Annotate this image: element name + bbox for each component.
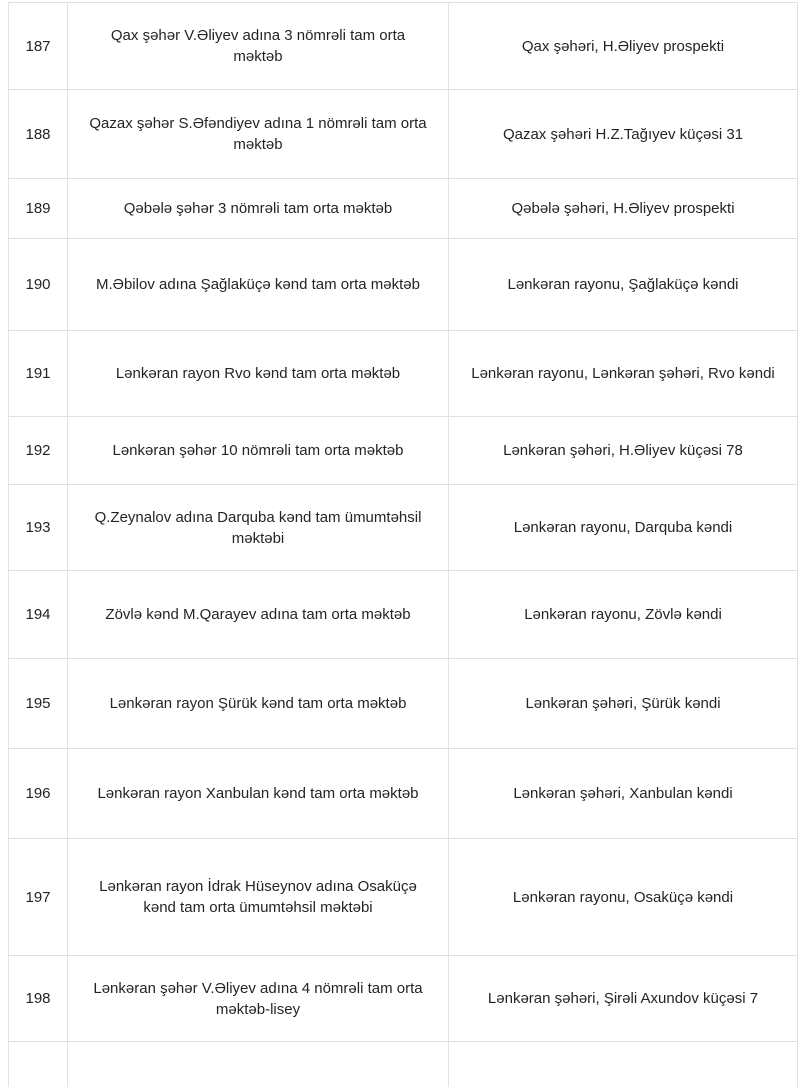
address-cell — [449, 1042, 798, 1087]
school-name-cell: Lənkəran şəhər 10 nömrəli tam orta məktəb — [68, 417, 449, 485]
school-name-cell: Q.Zeynalov adına Darquba kənd tam ümumtəhsil məktəbi — [68, 485, 449, 571]
school-name-cell: Zövlə kənd M.Qarayev adına tam orta məktəb — [68, 571, 449, 659]
school-name-cell: Lənkəran rayon İdrak Hüseynov adına Osaküçə kənd tam orta ümumtəhsil məktəbi — [68, 839, 449, 956]
address-cell: Lənkəran rayonu, Şağlaküçə kəndi — [449, 239, 798, 331]
row-number-cell: 198 — [9, 956, 68, 1042]
table-row — [9, 485, 798, 571]
row-number-cell: 192 — [9, 417, 68, 485]
row-number-cell: 194 — [9, 571, 68, 659]
address-cell: Qax şəhəri, H.Əliyev prospekti — [449, 3, 798, 90]
schools-table-container — [8, 2, 797, 1087]
row-number-cell: 197 — [9, 839, 68, 956]
table-row — [9, 659, 798, 749]
address-cell: Lənkəran şəhəri, H.Əliyev küçəsi 78 — [449, 417, 798, 485]
address-cell: Lənkəran rayonu, Osaküçə kəndi — [449, 839, 798, 956]
table-row — [9, 3, 798, 90]
schools-table-body — [9, 3, 798, 1087]
address-cell: Lənkəran rayonu, Lənkəran şəhəri, Rvo kəndi — [449, 331, 798, 417]
address-cell: Lənkəran rayonu, Darquba kəndi — [449, 485, 798, 571]
address-cell: Qəbələ şəhəri, H.Əliyev prospekti — [449, 179, 798, 239]
table-row — [9, 417, 798, 485]
address-cell: Lənkəran şəhəri, Şirəli Axundov küçəsi 7 — [449, 956, 798, 1042]
school-name-cell: Qəbələ şəhər 3 nömrəli tam orta məktəb — [68, 179, 449, 239]
row-number-cell: 188 — [9, 90, 68, 179]
school-name-cell: Qax şəhər V.Əliyev adına 3 nömrəli tam orta məktəb — [68, 3, 449, 90]
school-name-cell: Lənkəran rayon Rvo kənd tam orta məktəb — [68, 331, 449, 417]
table-row — [9, 956, 798, 1042]
row-number-cell: 193 — [9, 485, 68, 571]
table-row — [9, 331, 798, 417]
row-number-cell: 191 — [9, 331, 68, 417]
row-number-cell: 196 — [9, 749, 68, 839]
table-row — [9, 749, 798, 839]
table-row — [9, 571, 798, 659]
table-row-partial — [9, 1042, 798, 1087]
table-row — [9, 839, 798, 956]
address-cell: Qazax şəhəri H.Z.Tağıyev küçəsi 31 — [449, 90, 798, 179]
table-row — [9, 90, 798, 179]
row-number-cell: 187 — [9, 3, 68, 90]
row-number-cell: 189 — [9, 179, 68, 239]
school-name-cell: Lənkəran şəhər V.Əliyev adına 4 nömrəli tam orta məktəb-lisey — [68, 956, 449, 1042]
table-row — [9, 239, 798, 331]
row-number-cell — [9, 1042, 68, 1087]
address-cell: Lənkəran şəhəri, Xanbulan kəndi — [449, 749, 798, 839]
address-cell: Lənkəran rayonu, Zövlə kəndi — [449, 571, 798, 659]
address-cell: Lənkəran şəhəri, Şürük kəndi — [449, 659, 798, 749]
school-name-cell: M.Əbilov adına Şağlaküçə kənd tam orta məktəb — [68, 239, 449, 331]
school-name-cell: Qazax şəhər S.Əfəndiyev adına 1 nömrəli tam orta məktəb — [68, 90, 449, 179]
row-number-cell: 190 — [9, 239, 68, 331]
schools-table — [8, 2, 798, 1087]
school-name-cell — [68, 1042, 449, 1087]
school-name-cell: Lənkəran rayon Şürük kənd tam orta məktəb — [68, 659, 449, 749]
table-row — [9, 179, 798, 239]
school-name-cell: Lənkəran rayon Xanbulan kənd tam orta məktəb — [68, 749, 449, 839]
row-number-cell: 195 — [9, 659, 68, 749]
